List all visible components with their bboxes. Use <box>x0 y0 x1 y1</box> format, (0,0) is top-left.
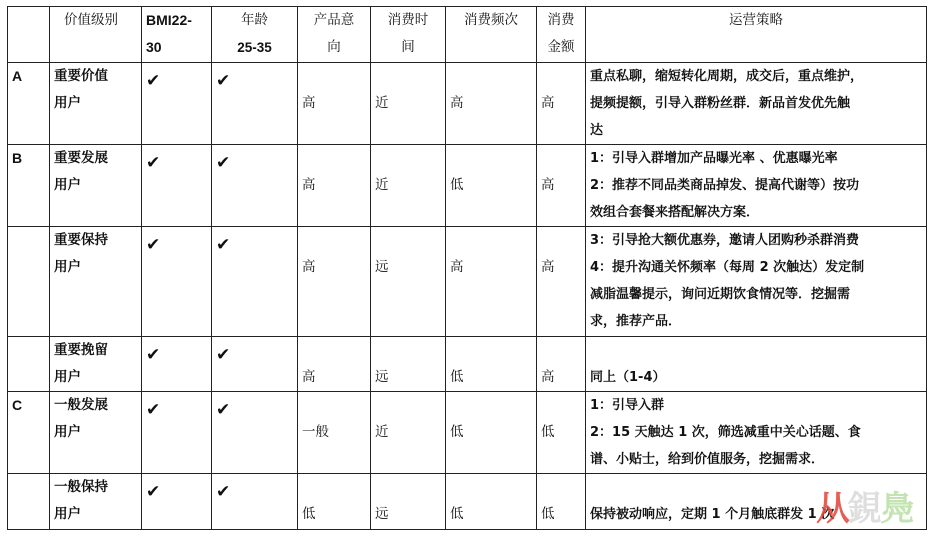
table-row <box>8 392 927 474</box>
row-time: 远 <box>371 227 446 337</box>
row-group <box>8 337 50 392</box>
row-group: B <box>8 145 50 227</box>
bmi-check-icon: ✔ <box>142 337 212 392</box>
row-value-level: 重要价值 用户 <box>50 63 142 145</box>
row-amount: 高 <box>537 63 586 145</box>
strategy-table <box>7 6 927 530</box>
row-time: 近 <box>371 392 446 474</box>
table-row <box>8 145 927 227</box>
age-check-icon: ✔ <box>212 145 298 227</box>
header-time: 消费时 间 <box>371 7 446 63</box>
row-value-level: 重要挽留 用户 <box>50 337 142 392</box>
row-strategy: 保持被动响应，定期 1 个月触底群发 1 次 <box>586 474 927 530</box>
row-intent: 低 <box>298 474 371 530</box>
row-strategy: 重点私聊，缩短转化周期，成交后，重点维护， 提频提额，引导入群粉丝群．新品首发优先触 达 <box>586 63 927 145</box>
row-intent: 高 <box>298 63 371 145</box>
table-row <box>8 474 927 530</box>
row-group <box>8 227 50 337</box>
row-time: 近 <box>371 63 446 145</box>
row-freq: 低 <box>446 392 537 474</box>
row-intent: 一般 <box>298 392 371 474</box>
table-row <box>8 63 927 145</box>
header-age: 年龄 25-35 <box>212 7 298 63</box>
row-strategy: 3：引导抢大额优惠券，邀请人团购秒杀群消费 4：提升沟通关怀频率（每周 2 次触达）发定制 减脂温馨提示，询问近期饮食情况等．挖掘需 求，推荐产品． <box>586 227 927 337</box>
row-freq: 低 <box>446 337 537 392</box>
header-group <box>8 7 50 63</box>
row-intent: 高 <box>298 145 371 227</box>
header-intent: 产品意 向 <box>298 7 371 63</box>
row-strategy: 1：引导入群 2：15 天触达 1 次，筛选减重中关心话题、食 谱、小贴士，给到价值服务，挖掘需求． <box>586 392 927 474</box>
header-freq: 消费频次 <box>446 7 537 63</box>
row-intent: 高 <box>298 227 371 337</box>
age-check-icon: ✔ <box>212 474 298 530</box>
row-amount: 低 <box>537 474 586 530</box>
table-row <box>8 337 927 392</box>
row-value-level: 一般发展 用户 <box>50 392 142 474</box>
header-value-level: 价值级别 <box>50 7 142 63</box>
row-freq: 高 <box>446 63 537 145</box>
header-row <box>8 7 927 63</box>
row-group: A <box>8 63 50 145</box>
row-time: 近 <box>371 145 446 227</box>
row-amount: 高 <box>537 227 586 337</box>
bmi-check-icon: ✔ <box>142 145 212 227</box>
row-strategy: 同上（1-4） <box>586 337 927 392</box>
row-intent: 高 <box>298 337 371 392</box>
table-row <box>8 227 927 337</box>
header-strategy: 运营策略 <box>586 7 927 63</box>
watermark-logo: 从鋧鳧 <box>816 489 912 529</box>
bmi-check-icon: ✔ <box>142 227 212 337</box>
age-check-icon: ✔ <box>212 227 298 337</box>
bmi-check-icon: ✔ <box>142 63 212 145</box>
age-check-icon: ✔ <box>212 337 298 392</box>
header-bmi: BMI22- 30 <box>142 7 212 63</box>
bmi-check-icon: ✔ <box>142 392 212 474</box>
row-freq: 低 <box>446 474 537 530</box>
row-amount: 高 <box>537 337 586 392</box>
row-group <box>8 474 50 530</box>
row-freq: 高 <box>446 227 537 337</box>
bmi-check-icon: ✔ <box>142 474 212 530</box>
row-time: 远 <box>371 337 446 392</box>
row-time: 远 <box>371 474 446 530</box>
age-check-icon: ✔ <box>212 392 298 474</box>
row-amount: 高 <box>537 145 586 227</box>
row-group: C <box>8 392 50 474</box>
row-freq: 低 <box>446 145 537 227</box>
row-value-level: 重要发展 用户 <box>50 145 142 227</box>
header-amount: 消费 金额 <box>537 7 586 63</box>
row-value-level: 一般保持 用户 <box>50 474 142 530</box>
row-value-level: 重要保持 用户 <box>50 227 142 337</box>
row-amount: 低 <box>537 392 586 474</box>
row-strategy: 1：引导入群增加产品曝光率 、优惠曝光率 2：推荐不同品类商品掉发、提高代谢等）按功 效组合套餐来搭配解决方案． <box>586 145 927 227</box>
age-check-icon: ✔ <box>212 63 298 145</box>
